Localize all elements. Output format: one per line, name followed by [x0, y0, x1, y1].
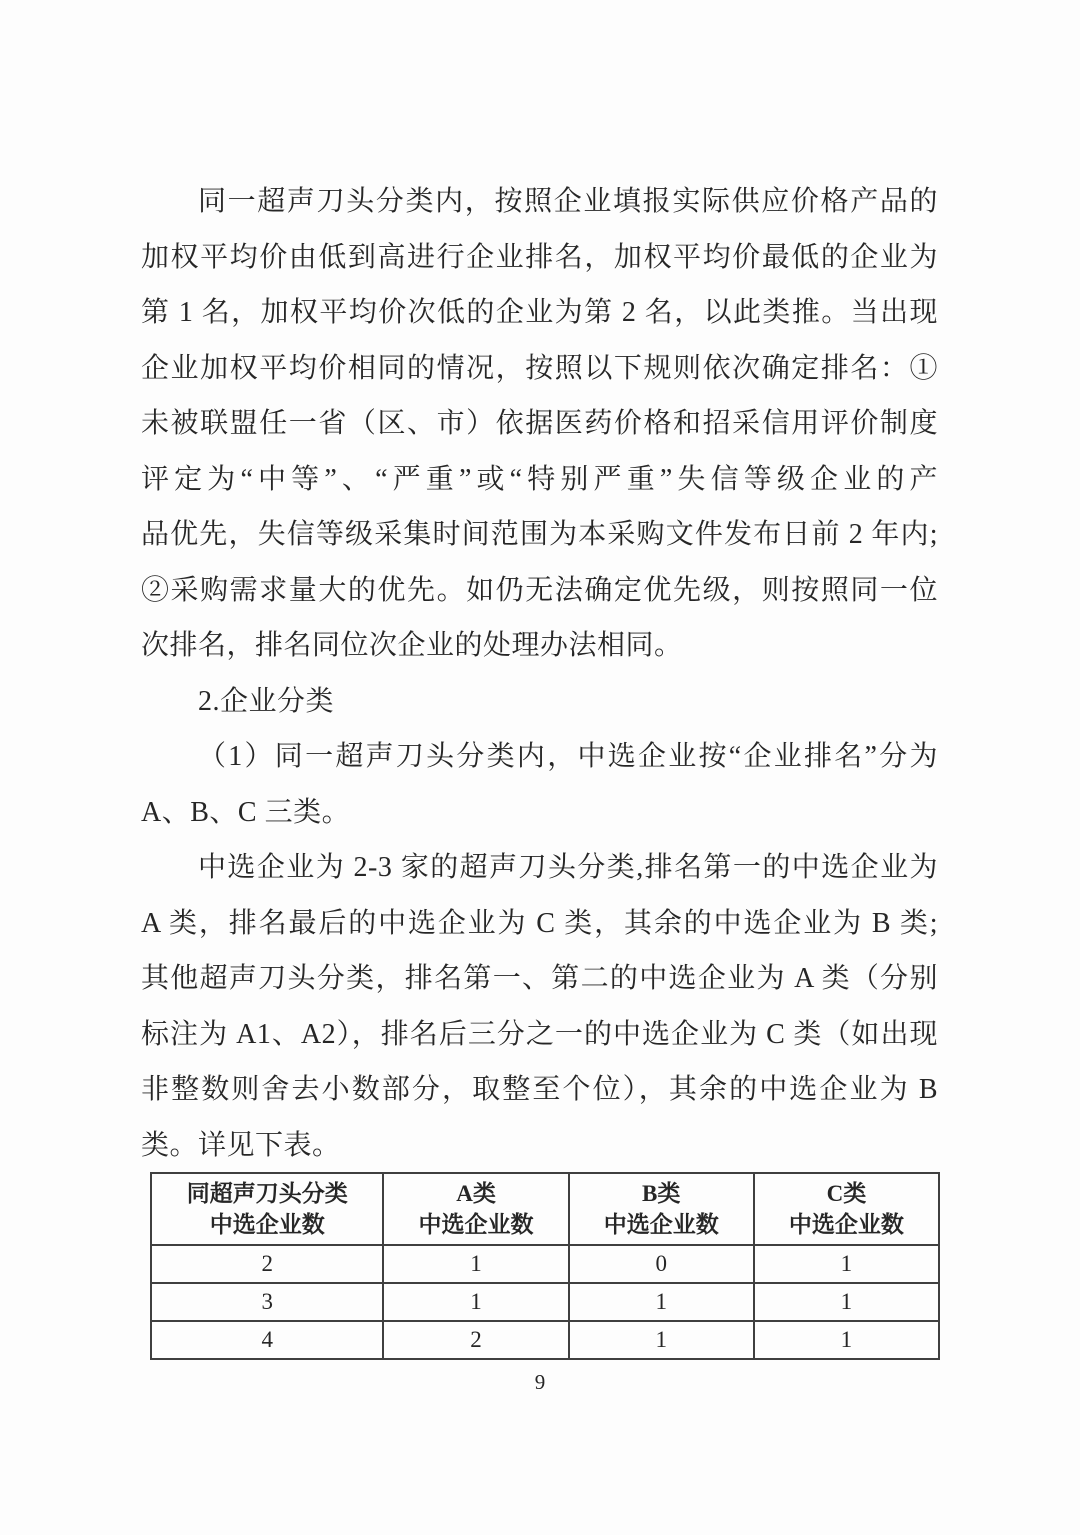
table-cell: 4: [151, 1321, 383, 1359]
table-cell: 1: [383, 1245, 568, 1283]
text-line: 评定为“中等”、“严重”或“特别严重”失信等级企业的产: [141, 463, 938, 495]
table-cell: 1: [754, 1245, 939, 1283]
text-line: 第 1 名，加权平均价次低的企业为第 2 名，以此类推。当出现: [141, 297, 938, 328]
paragraph-heading-enterprise-classification: [141, 674, 938, 730]
text-line: 中选企业为 2-3 家的超声刀头分类,排名第一的中选企业为: [198, 852, 938, 883]
text-line: 加权平均价由低到高进行企业排名，加权平均价最低的企业为: [141, 241, 938, 273]
table-cell: 1: [569, 1283, 754, 1321]
text-line: A、B、C 三类。: [141, 796, 351, 828]
header-title: B类: [642, 1181, 681, 1206]
table-header-cell-class-a: [383, 1173, 568, 1245]
text-line: 同一超声刀头分类内，按照企业填报实际供应价格产品的: [198, 186, 938, 217]
table-header-row: [151, 1173, 939, 1245]
header-title: A类: [456, 1181, 496, 1206]
paragraph-abc-classes: [141, 729, 938, 840]
table-header-cell-class-c: [754, 1173, 939, 1245]
classification-table: [150, 1172, 940, 1360]
table-cell: 1: [383, 1283, 568, 1321]
paragraph-class-assignment-rules: [141, 840, 938, 1173]
text-line: 次排名，排名同位次企业的处理办法相同。: [141, 630, 683, 661]
table-row: [151, 1283, 939, 1321]
text-line: 标注为 A1、A2），排名后三分之一的中选企业为 C 类（如出现: [141, 1018, 938, 1050]
text-line: 未被联盟任一省（区、市）依据医药价格和招采信用评价制度: [141, 408, 938, 439]
header-title: 同超声刀头分类: [186, 1181, 348, 1206]
section-heading: 2.企业分类: [198, 685, 335, 717]
table-cell: 1: [569, 1321, 754, 1359]
table-row: [151, 1245, 939, 1283]
body-text: [141, 174, 938, 1173]
page-number: 9: [534, 1370, 546, 1394]
paragraph-ranking-rules: [141, 174, 938, 674]
text-line: 企业加权平均价相同的情况，按照以下规则依次确定排名：①: [141, 352, 938, 384]
text-line: A 类，排名最后的中选企业为 C 类，其余的中选企业为 B 类;: [141, 907, 938, 939]
text-line: ②采购需求量大的优先。如仍无法确定优先级，则按照同一位: [141, 574, 938, 606]
header-subtitle: 中选企业数: [603, 1212, 719, 1237]
text-line: 类。详见下表。: [141, 1129, 341, 1161]
table-cell: 2: [151, 1245, 383, 1283]
table-cell: 1: [754, 1283, 939, 1321]
header-subtitle: 中选企业数: [209, 1212, 325, 1237]
text-line: 品优先，失信等级采集时间范围为本采购文件发布日前 2 年内;: [141, 519, 938, 550]
text-line: 其他超声刀头分类，排名第一、第二的中选企业为 A 类（分别: [141, 963, 938, 994]
table-cell: 1: [754, 1321, 939, 1359]
table-header-cell-category-count: [151, 1173, 383, 1245]
table-row: [151, 1321, 939, 1359]
text-line: （1）同一超声刀头分类内，中选企业按“企业排名”分为: [198, 741, 938, 772]
header-subtitle: 中选企业数: [788, 1212, 904, 1237]
table-cell: 3: [151, 1283, 383, 1321]
text-line: 非整数则舍去小数部分，取整至个位），其余的中选企业为 B: [141, 1074, 938, 1105]
table-cell: 0: [569, 1245, 754, 1283]
header-subtitle: 中选企业数: [418, 1212, 534, 1237]
table-header-cell-class-b: [569, 1173, 754, 1245]
table-cell: 2: [383, 1321, 568, 1359]
header-title: C类: [826, 1181, 867, 1206]
